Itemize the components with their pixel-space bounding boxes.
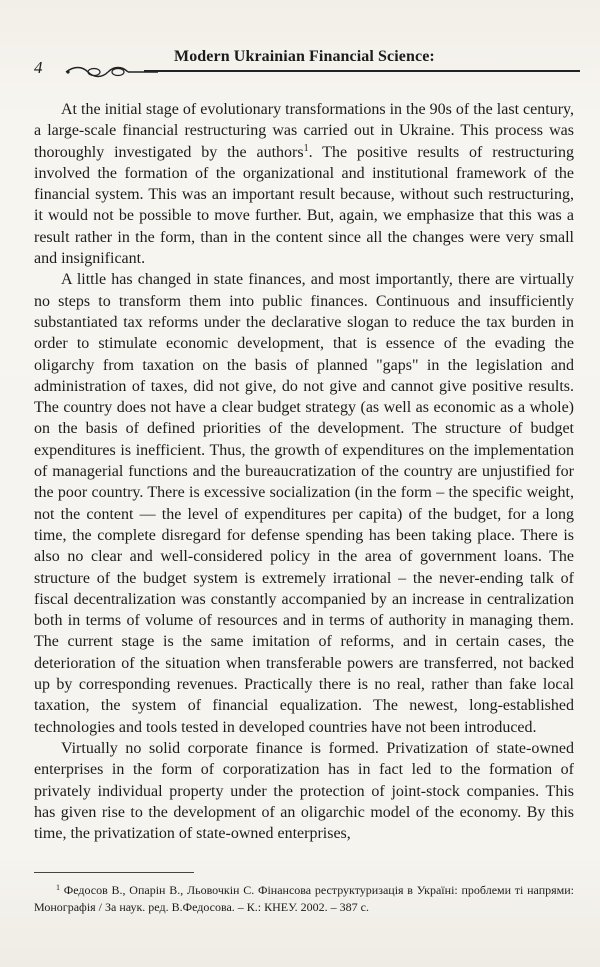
body-text (34, 99, 574, 844)
paragraph-2: A little has changed in state finances, and most importantly, there are virtually no steps to transform them into public finances. Continuous and insufficiently substantiated tax reforms under the declarative slogan to reduce the tax burden in order to stimulate economic development, that is essence of the evading the oligarchy from taxation on the basis of planned "gaps" in the legislation and administration of taxes, did not give, do not give and cannot give positive results. The country does not have a clear budget strategy (as well as economic as a whole) on the basis of defined priorities of the development. The structure of budget expenditures is inefficient. Thus, the growth of expenditures on the implementation of managerial functions and the bureaucratization of the country are unjustified for the poor country. There is excessive socialization (in the form – the specific weight, not the content — the level of expenditures per capita) of the budget, for a long time, the complete disregard for defense spending has been taking place. There is also no clear and well-considered policy in the area of government loans. The structure of the budget system is extremely irrational – the never-ending talk of fiscal decentralization was constantly accompanied by an increase in centralization both in terms of volume of resources and in terms of authority in managing them. The current stage is the same imitation of reforms, and in certain cases, the deterioration of the situation when transferable powers are transferred, not backed up by corresponding revenues. Practically there is no real, rather than fake local taxation, the system of financial equalization. The newest, long-established technologies and tools tested in developed countries have not been introduced. (34, 271, 574, 736)
paragraph-1-text-b: . The positive results of restructuring involved the formation of the organizational and institutional framework of the financial system. This was an important result because, without such restructuring, it would not be possible to move further. But, again, we emphasize that this was a result rather in the form, than in the content since all the changes were very small and insignificant. (34, 143, 574, 268)
footnote-marker: 1 (56, 883, 60, 892)
page-number: 4 (34, 58, 43, 77)
paragraph-3: Virtually no solid corporate finance is formed. Privatization of state-owned enterprises in the form of corporatization has in fact led to the formation of privately individual property under the protection of joint-stock companies. This has given rise to the development of an oligarchic model of the economy. By this time, the privatization of state-owned enterprises, (34, 739, 574, 843)
paragraph-1-text-a: At the initial stage of evolutionary transformations in the 90s of the last century, a large-scale financial restructuring was carried out in Ukraine. This process was thoroughly investigated by the authors (34, 101, 574, 161)
footnote (34, 882, 574, 916)
running-header-title: Modern Ukrainian Financial Science: (174, 48, 435, 65)
running-header (34, 48, 580, 76)
paragraph-1 (34, 99, 574, 269)
header-rule (144, 70, 580, 72)
ornament-flourish-icon (64, 64, 160, 80)
footnote-reference: 1 (303, 142, 309, 154)
footnote-separator (34, 872, 194, 873)
footnote-text: Федосов В., Опарін В., Льовочкін С. Фінансова реструктуризація в Україні: проблеми ті напрями: Монографія / За наук. ред. В.Федосова. – К.: КНЕУ. 2002. – 387 с. (34, 883, 574, 914)
